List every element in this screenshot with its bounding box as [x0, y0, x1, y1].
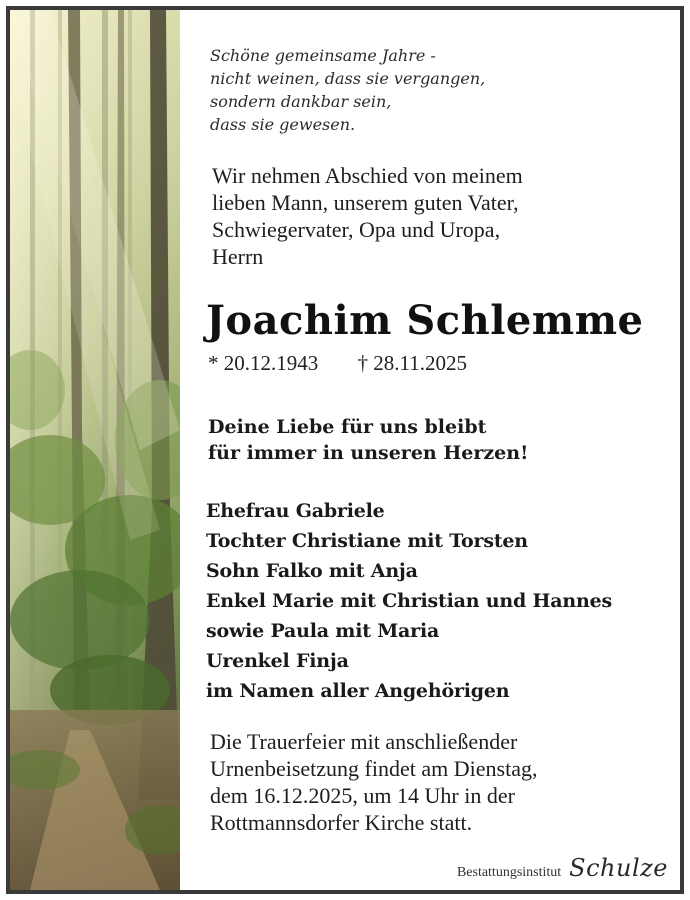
family-member: Urenkel Finja [206, 650, 349, 672]
family-list [206, 496, 612, 706]
poem-line: Schöne gemeinsame Jahre - [210, 46, 436, 65]
deceased-name: Joachim Schlemme [206, 297, 644, 344]
love-message [208, 414, 528, 466]
obituary-content [180, 10, 680, 890]
forest-illustration [10, 10, 180, 890]
forest-image [10, 10, 180, 890]
intro-line: Schwiegervater, Opa und Uropa, [212, 217, 501, 242]
intro-line: Wir nehmen Abschied von meinem [212, 163, 523, 188]
family-member: Enkel Marie mit Christian und Hannes [206, 590, 612, 612]
intro-line: Herrn [212, 244, 264, 269]
poem-line: nicht weinen, dass sie vergangen, [210, 69, 486, 88]
family-member: Tochter Christiane mit Torsten [206, 530, 528, 552]
funeral-home-label: Bestattungsinstitut [456, 865, 562, 880]
service-line: Rottmannsdorfer Kirche statt. [210, 810, 473, 835]
intro-line: lieben Mann, unserem guten Vater, [212, 190, 519, 215]
poem [210, 44, 485, 136]
birth-date: * 20.12.1943 [208, 351, 319, 375]
service-line: dem 16.12.2025, um 14 Uhr in der [210, 783, 515, 808]
family-member: Ehefrau Gabriele [206, 500, 385, 522]
poem-line: sondern dankbar sein, [210, 92, 392, 111]
life-dates [208, 350, 467, 376]
family-member: Sohn Falko mit Anja [206, 560, 418, 582]
funeral-home-credit [457, 854, 668, 882]
service-line: Die Trauerfeier mit anschließender [210, 729, 518, 754]
love-line: für immer in unseren Herzen! [208, 442, 529, 464]
funeral-service-info [210, 728, 537, 836]
service-line: Urnenbeisetzung findet am Dienstag, [210, 756, 538, 781]
funeral-home-logo: Schulze [569, 854, 668, 882]
family-member: sowie Paula mit Maria [206, 620, 440, 642]
farewell-intro [212, 162, 523, 270]
love-line: Deine Liebe für uns bleibt [208, 416, 487, 438]
death-date: † 28.11.2025 [357, 351, 467, 375]
family-member: im Namen aller Angehörigen [206, 680, 510, 702]
poem-line: dass sie gewesen. [210, 115, 356, 134]
obituary-frame [6, 6, 684, 894]
